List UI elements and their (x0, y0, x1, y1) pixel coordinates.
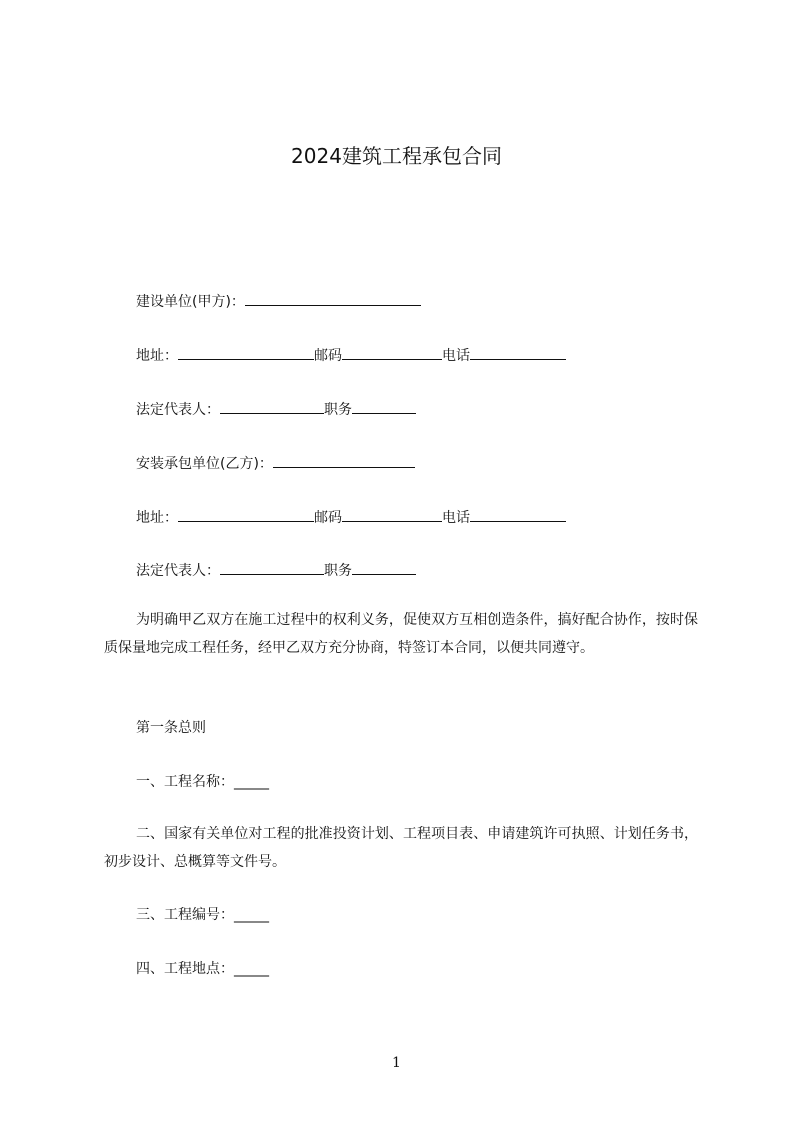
party-b-blank[interactable] (273, 452, 415, 468)
party-a-rep-line (136, 398, 416, 420)
postcode-blank[interactable] (342, 344, 442, 360)
phone-label: 电话 (442, 348, 470, 364)
party-a-blank[interactable] (245, 290, 421, 306)
rep-label: 法定代表人： (136, 402, 220, 418)
address-label: 地址： (136, 348, 178, 364)
phone-blank[interactable] (470, 506, 566, 522)
preamble-paragraph: 为明确甲乙双方在施工过程中的权利义务，促使双方互相创造条件，搞好配合协作，按时保质保量地完成工程任务，经甲乙双方充分协商，特签订本合同，以便共同遵守。 (104, 612, 698, 656)
address-label: 地址： (136, 510, 178, 526)
party-a-address-line (136, 344, 566, 366)
item-project-location: 四、工程地点：_____ (136, 961, 269, 977)
position-blank[interactable] (352, 398, 416, 414)
item-approval-documents: 二、国家有关单位对工程的批准投资计划、工程项目表、申请建筑许可执照、计划任务书，初步设计、总概算等文件号。 (104, 826, 698, 870)
party-b-rep-line (136, 559, 416, 581)
rep-blank[interactable] (220, 398, 324, 414)
rep-blank[interactable] (220, 559, 324, 575)
postcode-label: 邮码 (314, 510, 342, 526)
position-label: 职务 (324, 402, 352, 418)
party-a-line (136, 290, 421, 312)
item-project-number: 三、工程编号：_____ (136, 907, 269, 923)
position-blank[interactable] (352, 559, 416, 575)
party-a-label: 建设单位(甲方)： (136, 294, 245, 310)
address-blank[interactable] (178, 506, 314, 522)
page-number: 1 (392, 1055, 401, 1071)
party-b-address-line (136, 506, 566, 528)
phone-label: 电话 (442, 510, 470, 526)
position-label: 职务 (324, 563, 352, 579)
article-1-heading: 第一条总则 (136, 720, 206, 736)
phone-blank[interactable] (470, 344, 566, 360)
party-b-label: 安装承包单位(乙方)： (136, 456, 273, 472)
document-title: 2024建筑工程承包合同 (291, 144, 502, 168)
party-b-line (136, 452, 415, 474)
item-project-name: 一、工程名称：_____ (136, 774, 269, 790)
postcode-blank[interactable] (342, 506, 442, 522)
postcode-label: 邮码 (314, 348, 342, 364)
address-blank[interactable] (178, 344, 314, 360)
rep-label: 法定代表人： (136, 563, 220, 579)
